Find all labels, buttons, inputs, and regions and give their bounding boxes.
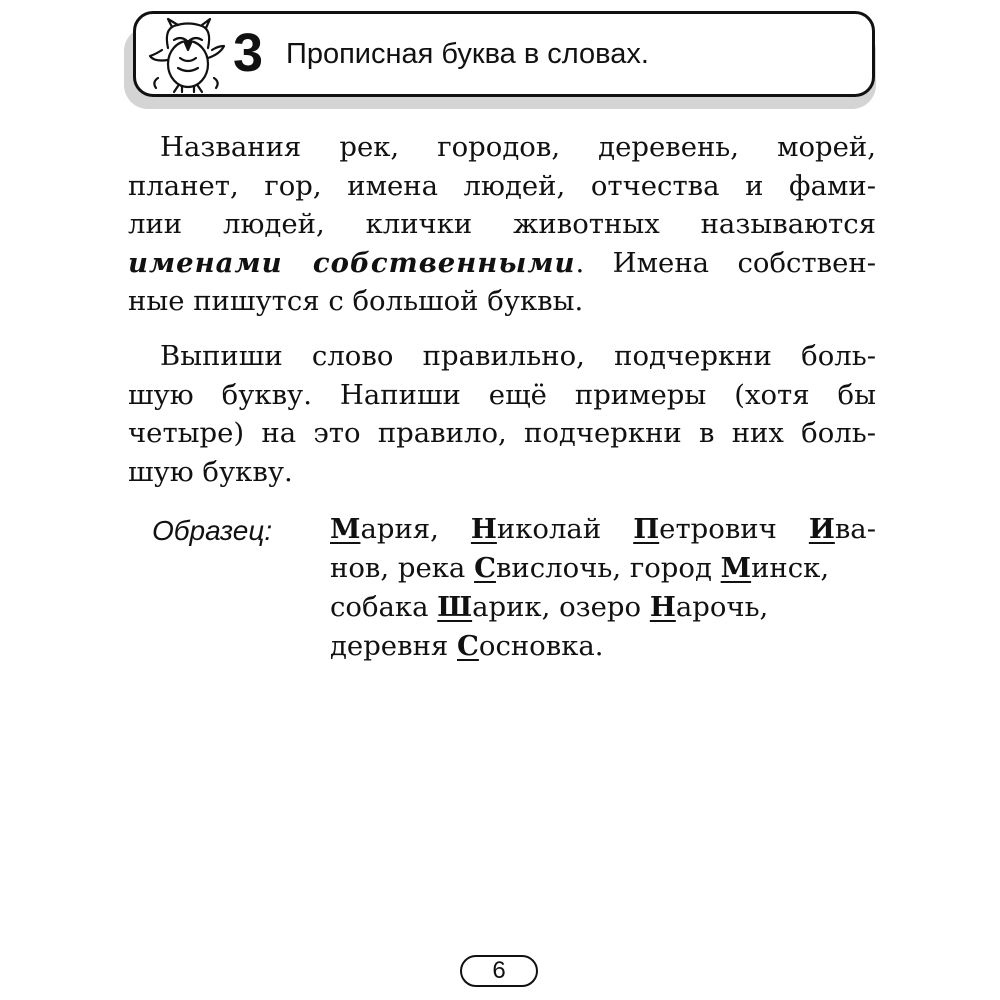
sample-fragment: арочь,: [675, 591, 769, 623]
sample-fragment: нов, река: [330, 552, 475, 584]
underlined-capital: Н: [470, 513, 497, 545]
sample-text: [330, 510, 876, 666]
underlined-capital: С: [474, 552, 496, 584]
task-number: 3: [233, 23, 264, 83]
sample-fragment: собака: [330, 591, 438, 623]
sample-fragment: арик, озеро: [472, 591, 650, 623]
sample-line: [330, 549, 876, 588]
sample-line: [330, 510, 876, 549]
sample-fragment: иколай: [496, 513, 634, 545]
task-line: шую букву.: [128, 455, 293, 488]
sample-fragment: етрович: [659, 513, 809, 545]
underlined-capital: М: [330, 513, 361, 545]
task-line: шую букву. Напиши ещё примеры (хотя бы: [128, 378, 876, 411]
underlined-capital: П: [633, 513, 660, 545]
rule-line: Названия рек, городов, деревень, морей,: [160, 131, 876, 163]
sample-fragment: вислочь, город: [495, 552, 721, 584]
task-line: Выпиши слово правильно, подчеркни боль-: [160, 340, 876, 372]
underlined-capital: Н: [649, 591, 676, 623]
sample-fragment: инск,: [751, 552, 830, 584]
sample-line: [330, 627, 876, 666]
task-title: Прописная буква в словах.: [286, 38, 649, 70]
task-line: четыре) на это правило, подчеркни в них боль-: [128, 417, 876, 449]
rule-paragraph: [128, 128, 876, 321]
task-header: [133, 11, 875, 97]
page-number: 6: [460, 955, 538, 987]
task-paragraph: [128, 337, 876, 491]
sample-line: [330, 588, 876, 627]
rule-line: ные пишутся с большой буквы.: [128, 285, 584, 317]
sample-fragment: деревня: [330, 630, 457, 662]
sample-label: Образец:: [152, 515, 273, 546]
rule-line: планет, гор, имена людей, отчества и фами-: [128, 169, 876, 202]
rule-line-tail: . Имена собствен-: [575, 246, 876, 279]
underlined-capital: Ш: [437, 591, 473, 623]
proper-names-term: именами собственными: [128, 246, 576, 279]
rule-line: лии людей, клички животных называются: [128, 208, 876, 240]
underlined-capital: И: [808, 513, 835, 545]
rule-line-emphasis: [128, 244, 876, 283]
underlined-capital: М: [720, 552, 752, 584]
owl-icon: [144, 16, 228, 94]
sample-fragment: ария,: [360, 513, 471, 545]
sample-fragment: ва-: [834, 513, 876, 545]
sample-fragment: основка.: [478, 630, 604, 662]
underlined-capital: С: [457, 630, 479, 662]
